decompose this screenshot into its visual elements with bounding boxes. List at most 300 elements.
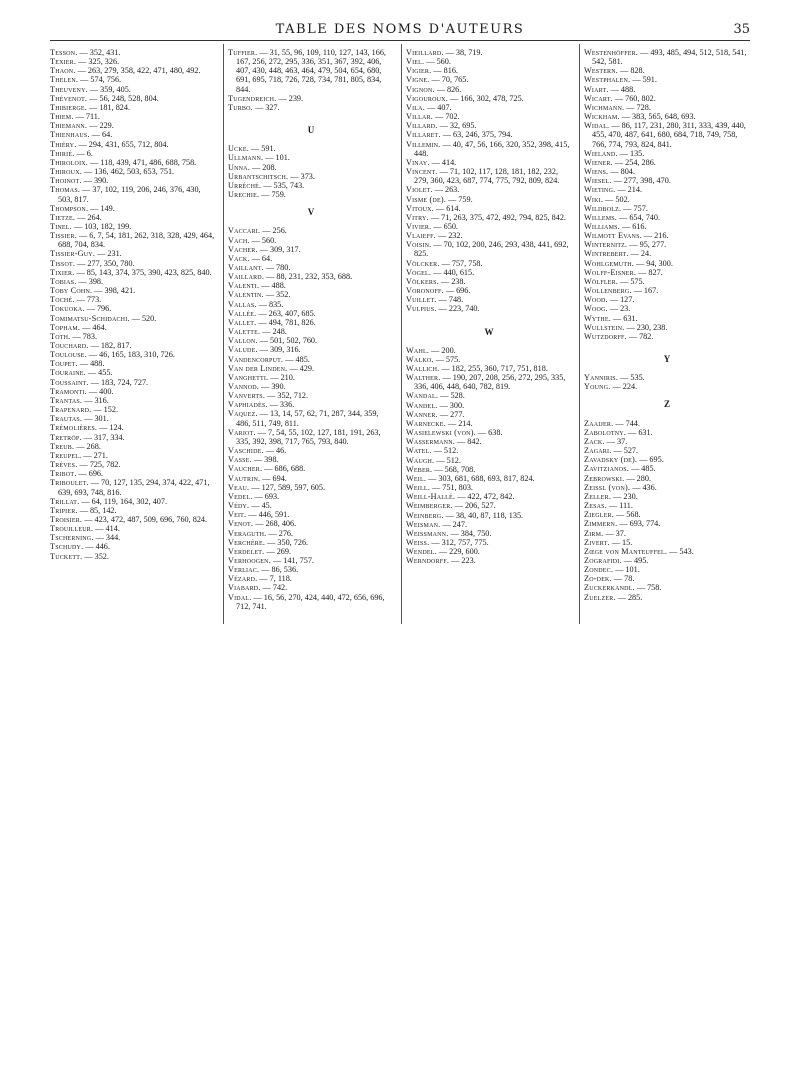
page-references: — 7, 118. — [257, 574, 292, 584]
author-name: Tobias. — [50, 276, 77, 286]
page-references: — 440, 615. — [431, 267, 475, 277]
author-entry — [406, 401, 572, 410]
author-entry — [50, 524, 216, 533]
author-name: Wiesel. — [584, 176, 612, 186]
page-references: — 560. — [249, 235, 277, 245]
page-references: — 229. — [87, 121, 114, 131]
page-references: — 414. — [93, 524, 120, 534]
page-references: — 141, 757. — [270, 555, 314, 565]
author-entry — [228, 226, 394, 235]
author-name: Thiem. — [50, 112, 74, 122]
author-name: Wölfler. — [584, 276, 619, 286]
author-name: Westenhöffer. — [584, 48, 639, 57]
page-references: — 263, 279, 358, 422, 471, 480, 492. — [75, 66, 201, 76]
author-entry — [228, 529, 394, 538]
author-name: Veau. — [228, 482, 250, 492]
author-entry — [406, 437, 572, 446]
page-references: — 85, 143, 374, 375, 390, 423, 825, 840. — [74, 267, 212, 277]
page-references: — 16, 56, 270, 424, 440, 472, 656, 696, 712, 741. — [236, 592, 385, 611]
page-references: — 37, 102, 119, 206, 246, 376, 430, 503, 817. — [58, 185, 201, 204]
page-references: — 485. — [629, 464, 656, 474]
author-name: Thomas. — [50, 185, 81, 195]
author-entry — [50, 423, 216, 432]
author-name: Zavitzianos. — [584, 464, 630, 474]
author-name: Trautas. — [50, 414, 83, 424]
page-references: — 231. — [95, 249, 122, 259]
author-entry — [50, 213, 216, 222]
author-entry — [406, 57, 572, 66]
author-name: Thévenot. — [50, 93, 88, 103]
author-entry — [406, 268, 572, 277]
author-name: Vogel. — [406, 267, 432, 277]
author-entry — [584, 176, 750, 185]
page-references: — 398. — [76, 276, 104, 286]
author-name: Ucke. — [228, 144, 249, 154]
author-entry — [50, 359, 216, 368]
author-entry — [50, 259, 216, 268]
author-entry — [50, 204, 216, 213]
page-header — [50, 22, 750, 40]
author-name: Wilmott Evans. — [584, 231, 642, 241]
author-name: Zo-dek. — [584, 574, 612, 584]
author-entry — [406, 222, 572, 231]
author-entry — [228, 103, 394, 112]
author-name: Vacher. — [228, 244, 258, 254]
author-entry — [584, 446, 750, 455]
page-references: — 70, 127, 135, 294, 374, 422, 471, 639, 693, 748, 816. — [58, 478, 210, 497]
page-references: — 543. — [667, 546, 694, 556]
page-references: — 6. — [74, 148, 93, 158]
page-references: — 46, 165, 183, 310, 726. — [86, 350, 175, 360]
author-name: Thiemann. — [50, 121, 88, 131]
author-entry — [584, 167, 750, 176]
page-references: — 350, 726. — [265, 537, 309, 547]
author-entry — [50, 542, 216, 551]
page-references: — 86, 536. — [259, 565, 299, 575]
author-entry — [228, 345, 394, 354]
page-references: — 488. — [259, 281, 286, 291]
author-entry — [228, 483, 394, 492]
page-references: — 167. — [631, 286, 659, 296]
author-entry — [228, 336, 394, 345]
page-references: — 37. — [604, 436, 628, 446]
author-name: Toupet. — [50, 359, 78, 369]
author-name: Vandencorput. — [228, 354, 284, 364]
author-entry — [584, 583, 750, 592]
page-references: — 485. — [283, 354, 310, 364]
author-entry — [50, 387, 216, 396]
author-entry — [50, 286, 216, 295]
author-entry — [584, 231, 750, 240]
header-rule — [50, 40, 750, 41]
author-entry — [228, 501, 394, 510]
author-entry — [406, 66, 572, 75]
author-entry — [50, 304, 216, 313]
author-name: Vitry. — [406, 212, 429, 222]
author-name: Ullmann. — [228, 153, 264, 163]
author-name: Zuckerkandl. — [584, 583, 635, 593]
author-name: Wood. — [584, 295, 608, 305]
page-references: — 527. — [611, 446, 639, 456]
author-entry — [406, 428, 572, 437]
page-references: — 208. — [249, 162, 277, 172]
author-name: Thelen. — [50, 75, 79, 85]
author-entry — [228, 245, 394, 254]
author-entry — [50, 176, 216, 185]
page-references: — 373. — [288, 171, 315, 181]
author-name: Wieland. — [584, 148, 618, 158]
page-references: — 631. — [610, 313, 638, 323]
page-references: — 182, 255, 360, 717, 751, 818. — [439, 364, 548, 373]
author-entry — [50, 121, 216, 130]
section-letter: Y — [663, 354, 671, 364]
page-references: — 493, 485, 494, 512, 518, 541, 542, 581. — [592, 48, 747, 67]
author-entry — [584, 492, 750, 501]
author-name: Toussaint. — [50, 377, 89, 387]
author-name: Vulpius. — [406, 304, 437, 314]
author-entry — [228, 153, 394, 162]
page-references: — 40, 47, 56, 166, 320, 352, 398, 415, 448. — [414, 139, 570, 158]
author-name: Tinel. — [50, 221, 72, 231]
author-entry — [406, 355, 572, 364]
author-name: Van der Linden. — [228, 363, 288, 373]
author-entry — [584, 259, 750, 268]
author-entry — [406, 259, 572, 268]
author-entry — [50, 149, 216, 158]
author-entry — [50, 451, 216, 460]
author-entry — [50, 85, 216, 94]
page-references: — 520. — [129, 313, 157, 323]
author-entry — [406, 465, 572, 474]
author-entry — [228, 144, 394, 153]
author-entry — [406, 529, 572, 538]
author-entry — [228, 94, 394, 103]
page-references: — 696. — [76, 469, 104, 479]
author-entry — [584, 277, 750, 286]
author-name: Zografidi. — [584, 555, 622, 565]
author-name: Zavadsky (de). — [584, 455, 638, 465]
author-entry — [584, 240, 750, 249]
column-divider — [401, 44, 402, 624]
author-name: Treub. — [50, 441, 75, 451]
page-references: — 398, 421. — [92, 286, 136, 296]
author-entry — [584, 185, 750, 194]
author-name: Vaphiadès. — [228, 400, 268, 410]
author-name: Wandel. — [406, 400, 438, 410]
page-references: — 247. — [440, 519, 467, 529]
page-references: — 423, 472, 487, 509, 696, 760, 824. — [82, 514, 208, 524]
page-references: — 309, 317. — [257, 244, 301, 254]
page-references: — 695. — [637, 455, 664, 465]
page-references: — 70, 765. — [429, 75, 469, 85]
author-name: Weisman. — [406, 519, 441, 529]
author-name: Zivert. — [584, 537, 610, 547]
author-entry — [406, 501, 572, 510]
author-entry — [584, 295, 750, 304]
author-entry — [406, 48, 572, 57]
author-name: Tuckett. — [50, 551, 83, 561]
author-entry — [50, 378, 216, 387]
page-references: — 38, 40, 87, 118, 135. — [443, 510, 524, 520]
author-name: Zuelzer. — [584, 592, 616, 602]
author-entry — [50, 332, 216, 341]
page-references: — 494, 781, 826. — [256, 317, 316, 327]
author-entry — [228, 190, 394, 199]
author-name: Thiéry. — [50, 139, 77, 149]
page-references: — 300. — [437, 400, 465, 410]
author-name: Walko. — [406, 354, 434, 364]
author-entry — [228, 593, 394, 611]
author-name: Willems. — [584, 212, 618, 222]
author-name: Viel. — [406, 57, 425, 67]
author-entry — [50, 66, 216, 75]
author-name: Vidal. — [228, 592, 252, 602]
author-entry — [228, 327, 394, 336]
author-name: Vézard. — [228, 574, 258, 584]
author-name: Woog. — [584, 304, 608, 314]
page-references: — 422, 472, 842. — [455, 492, 515, 502]
author-entry — [406, 364, 572, 373]
author-entry — [584, 286, 750, 295]
author-name: Thibierge. — [50, 102, 88, 112]
author-entry — [406, 213, 572, 222]
author-name: Vlaieff. — [406, 231, 436, 241]
page-references: — 127, 589, 597, 605. — [249, 482, 326, 492]
page-references: — 124. — [97, 423, 124, 433]
author-name: Zebrowski. — [584, 473, 625, 483]
author-name: Wythe. — [584, 313, 611, 323]
author-name: Trèves. — [50, 460, 78, 470]
author-entry — [584, 48, 750, 66]
page-references: — 294, 431, 655, 712, 804. — [76, 139, 169, 149]
author-entry — [584, 501, 750, 510]
page-references: — 742. — [260, 583, 288, 593]
author-entry — [50, 94, 216, 103]
author-entry — [584, 474, 750, 483]
page-references: — 575. — [433, 354, 461, 364]
page-references: — 71, 263, 375, 472, 492, 794, 825, 842. — [428, 212, 566, 222]
page-references: — 103, 182, 199. — [71, 221, 132, 231]
author-entry — [228, 382, 394, 391]
page-references: — 352. — [263, 290, 291, 300]
page-number: 35 — [733, 22, 750, 37]
page-references: — 560. — [424, 57, 451, 67]
author-entry — [584, 565, 750, 574]
author-name: Védy. — [228, 501, 250, 511]
page-references: — 24. — [628, 249, 652, 259]
page-references: — 436. — [630, 482, 657, 492]
author-entry — [406, 112, 572, 121]
page-references: — 344. — [93, 533, 121, 543]
author-entry — [584, 332, 750, 341]
author-entry — [228, 565, 394, 574]
page-references: — 46. — [263, 446, 287, 456]
author-name: Tripier. — [50, 505, 78, 515]
page-references: — 32, 695. — [437, 121, 477, 131]
author-name: Vincent. — [406, 167, 438, 177]
page-references: — 71, 102, 117, 128, 181, 182, 232, 279, 360, 423, 687, 774, 775, 792, 809, 824. — [414, 167, 560, 186]
author-name: Vedel. — [228, 491, 253, 501]
author-entry — [50, 506, 216, 515]
author-name: Urbantschitsch. — [228, 171, 289, 181]
author-name: Villar. — [406, 112, 434, 122]
page-references: — 693. — [252, 491, 280, 501]
author-entry — [406, 121, 572, 130]
author-entry — [584, 483, 750, 492]
page-references: — 317, 334. — [81, 432, 125, 442]
author-name: Wiart. — [584, 84, 609, 94]
page-references: — 230. — [611, 491, 638, 501]
author-name: Zirm. — [584, 528, 604, 538]
author-entry — [406, 277, 572, 286]
author-entry — [406, 103, 572, 112]
author-name: Vanghetti. — [228, 372, 269, 382]
author-name: Wiens. — [584, 167, 609, 177]
page-references: — 254, 286. — [612, 157, 656, 167]
page-references: — 694. — [260, 473, 287, 483]
page-references: — 276. — [266, 528, 294, 538]
author-entry — [50, 478, 216, 496]
author-entry — [228, 519, 394, 528]
section-letter: Z — [663, 399, 670, 410]
column-divider — [579, 44, 580, 624]
author-entry — [406, 483, 572, 492]
author-name: Veit. — [228, 510, 247, 520]
author-name: Toché. — [50, 295, 75, 305]
author-entry — [228, 556, 394, 565]
page-references: — 574, 756. — [78, 75, 122, 85]
page-references: — 6, 7, 54, 181, 262, 318, 328, 429, 464, 688, 704, 834. — [58, 231, 215, 250]
page-references: — 31, 55, 96, 109, 110, 127, 143, 166, 167, 256, 272, 295, 336, 351, 367, 392, 406, 407, 430, 448, 463, 464, 479, 504, 654, 680, 691, 695, 718, 726, 728, 734, 781, 805, 834, 844. — [236, 48, 386, 94]
page-references: — 575. — [618, 276, 645, 286]
author-name: Vack. — [228, 253, 250, 263]
page-references: — 94, 300. — [633, 258, 673, 268]
author-name: Völkers. — [406, 276, 439, 286]
page-references: — 181, 824. — [87, 102, 131, 112]
page-references: — 64. — [249, 253, 273, 263]
page-references: — 495. — [621, 555, 649, 565]
author-name: Tixier. — [50, 267, 75, 277]
author-entry — [228, 455, 394, 464]
author-entry — [228, 574, 394, 583]
author-entry — [50, 277, 216, 286]
author-entry — [228, 181, 394, 190]
author-name: Zeissl (von). — [584, 482, 631, 492]
author-name: Tissier-Guy. — [50, 249, 96, 259]
author-entry — [584, 574, 750, 583]
author-entry — [584, 382, 750, 391]
page-references: — 316. — [82, 395, 109, 405]
page-references: — 301. — [82, 414, 109, 424]
page-references: — 352, 431. — [77, 48, 121, 57]
author-name: Trantas. — [50, 395, 83, 405]
author-name: Troisier. — [50, 514, 83, 524]
author-entry — [406, 474, 572, 483]
author-entry — [406, 204, 572, 213]
author-name: Wutzdorff. — [584, 331, 627, 341]
page-references: — 390. — [81, 176, 109, 186]
page-references: — 101. — [613, 565, 640, 575]
page-references: — 271. — [81, 450, 108, 460]
page-references: — 455. — [85, 368, 113, 378]
author-name: Weber. — [406, 464, 433, 474]
page-references: — 693, 774. — [617, 519, 661, 529]
author-name: Vigier. — [406, 66, 432, 76]
page-references: — 751, 803. — [429, 483, 473, 493]
index-column-4 — [584, 48, 750, 602]
author-entry — [50, 368, 216, 377]
author-name: Tschudy. — [50, 542, 84, 552]
page-references: — 384, 750. — [448, 528, 492, 538]
author-name: Weil. — [406, 473, 427, 483]
author-name: Tribot. — [50, 469, 77, 479]
author-name: Tscherning. — [50, 533, 94, 543]
page-references: — 85, 142. — [77, 505, 117, 515]
page-references: — 238. — [438, 276, 466, 286]
author-name: Tesson. — [50, 48, 78, 57]
page-references: — 725, 782. — [77, 460, 121, 470]
author-entry — [406, 346, 572, 355]
page-references: — 214. — [445, 418, 473, 428]
author-name: Variot. — [228, 427, 256, 437]
author-entry — [50, 552, 216, 561]
author-name: Völcker. — [406, 258, 440, 268]
author-name: Tramonti. — [50, 386, 87, 396]
page-references: — 780. — [263, 262, 291, 272]
author-name: Vaquez. — [228, 409, 258, 419]
author-entry — [584, 556, 750, 565]
author-name: Wildbolz. — [584, 203, 622, 213]
page-references: — 86, 117, 231, 280, 311, 333, 439, 440, 455, 470, 487, 641, 680, 684, 718, 749, 758, 766, 774, 793, 824, 841. — [592, 121, 746, 149]
page-references: — 758. — [634, 583, 662, 593]
author-name: Verhoogen. — [228, 555, 271, 565]
page-references: — 502. — [603, 194, 630, 204]
page-references: — 696. — [443, 286, 471, 296]
page-references: — 63, 246, 375, 794. — [440, 130, 513, 140]
author-name: Treupel. — [50, 450, 82, 460]
page-references: — 773. — [74, 295, 102, 305]
author-name: Vuillet. — [406, 295, 437, 305]
author-name: Vautrin. — [228, 473, 261, 483]
author-name: Vallet. — [228, 317, 257, 327]
page-references: — 446. — [83, 542, 110, 552]
author-name: Veraguth. — [228, 528, 267, 538]
author-entry — [228, 373, 394, 382]
page-references: — 224. — [610, 382, 638, 392]
author-name: Vallon. — [228, 336, 258, 346]
author-name: Unna. — [228, 162, 250, 172]
author-entry — [228, 318, 394, 327]
author-name: Violet. — [406, 185, 433, 195]
page-references: — 38, 719. — [443, 48, 483, 57]
author-name: Widal. — [584, 121, 610, 131]
author-name: Weinberg. — [406, 510, 444, 520]
author-name: Western. — [584, 66, 619, 76]
index-column-1 — [50, 48, 216, 561]
author-name: Verliac. — [228, 565, 260, 575]
author-entry — [50, 167, 216, 176]
author-name: Weill-Hallé. — [406, 492, 456, 502]
author-entry — [228, 172, 394, 181]
author-name: Winternitz. — [584, 240, 628, 250]
page-references: — 269. — [264, 546, 292, 556]
author-entry — [50, 231, 216, 249]
author-entry — [406, 94, 572, 103]
author-name: Urréché. — [228, 180, 262, 190]
author-name: Vaillant. — [228, 262, 264, 272]
author-name: Wollenberg. — [584, 286, 632, 296]
author-entry — [584, 112, 750, 121]
